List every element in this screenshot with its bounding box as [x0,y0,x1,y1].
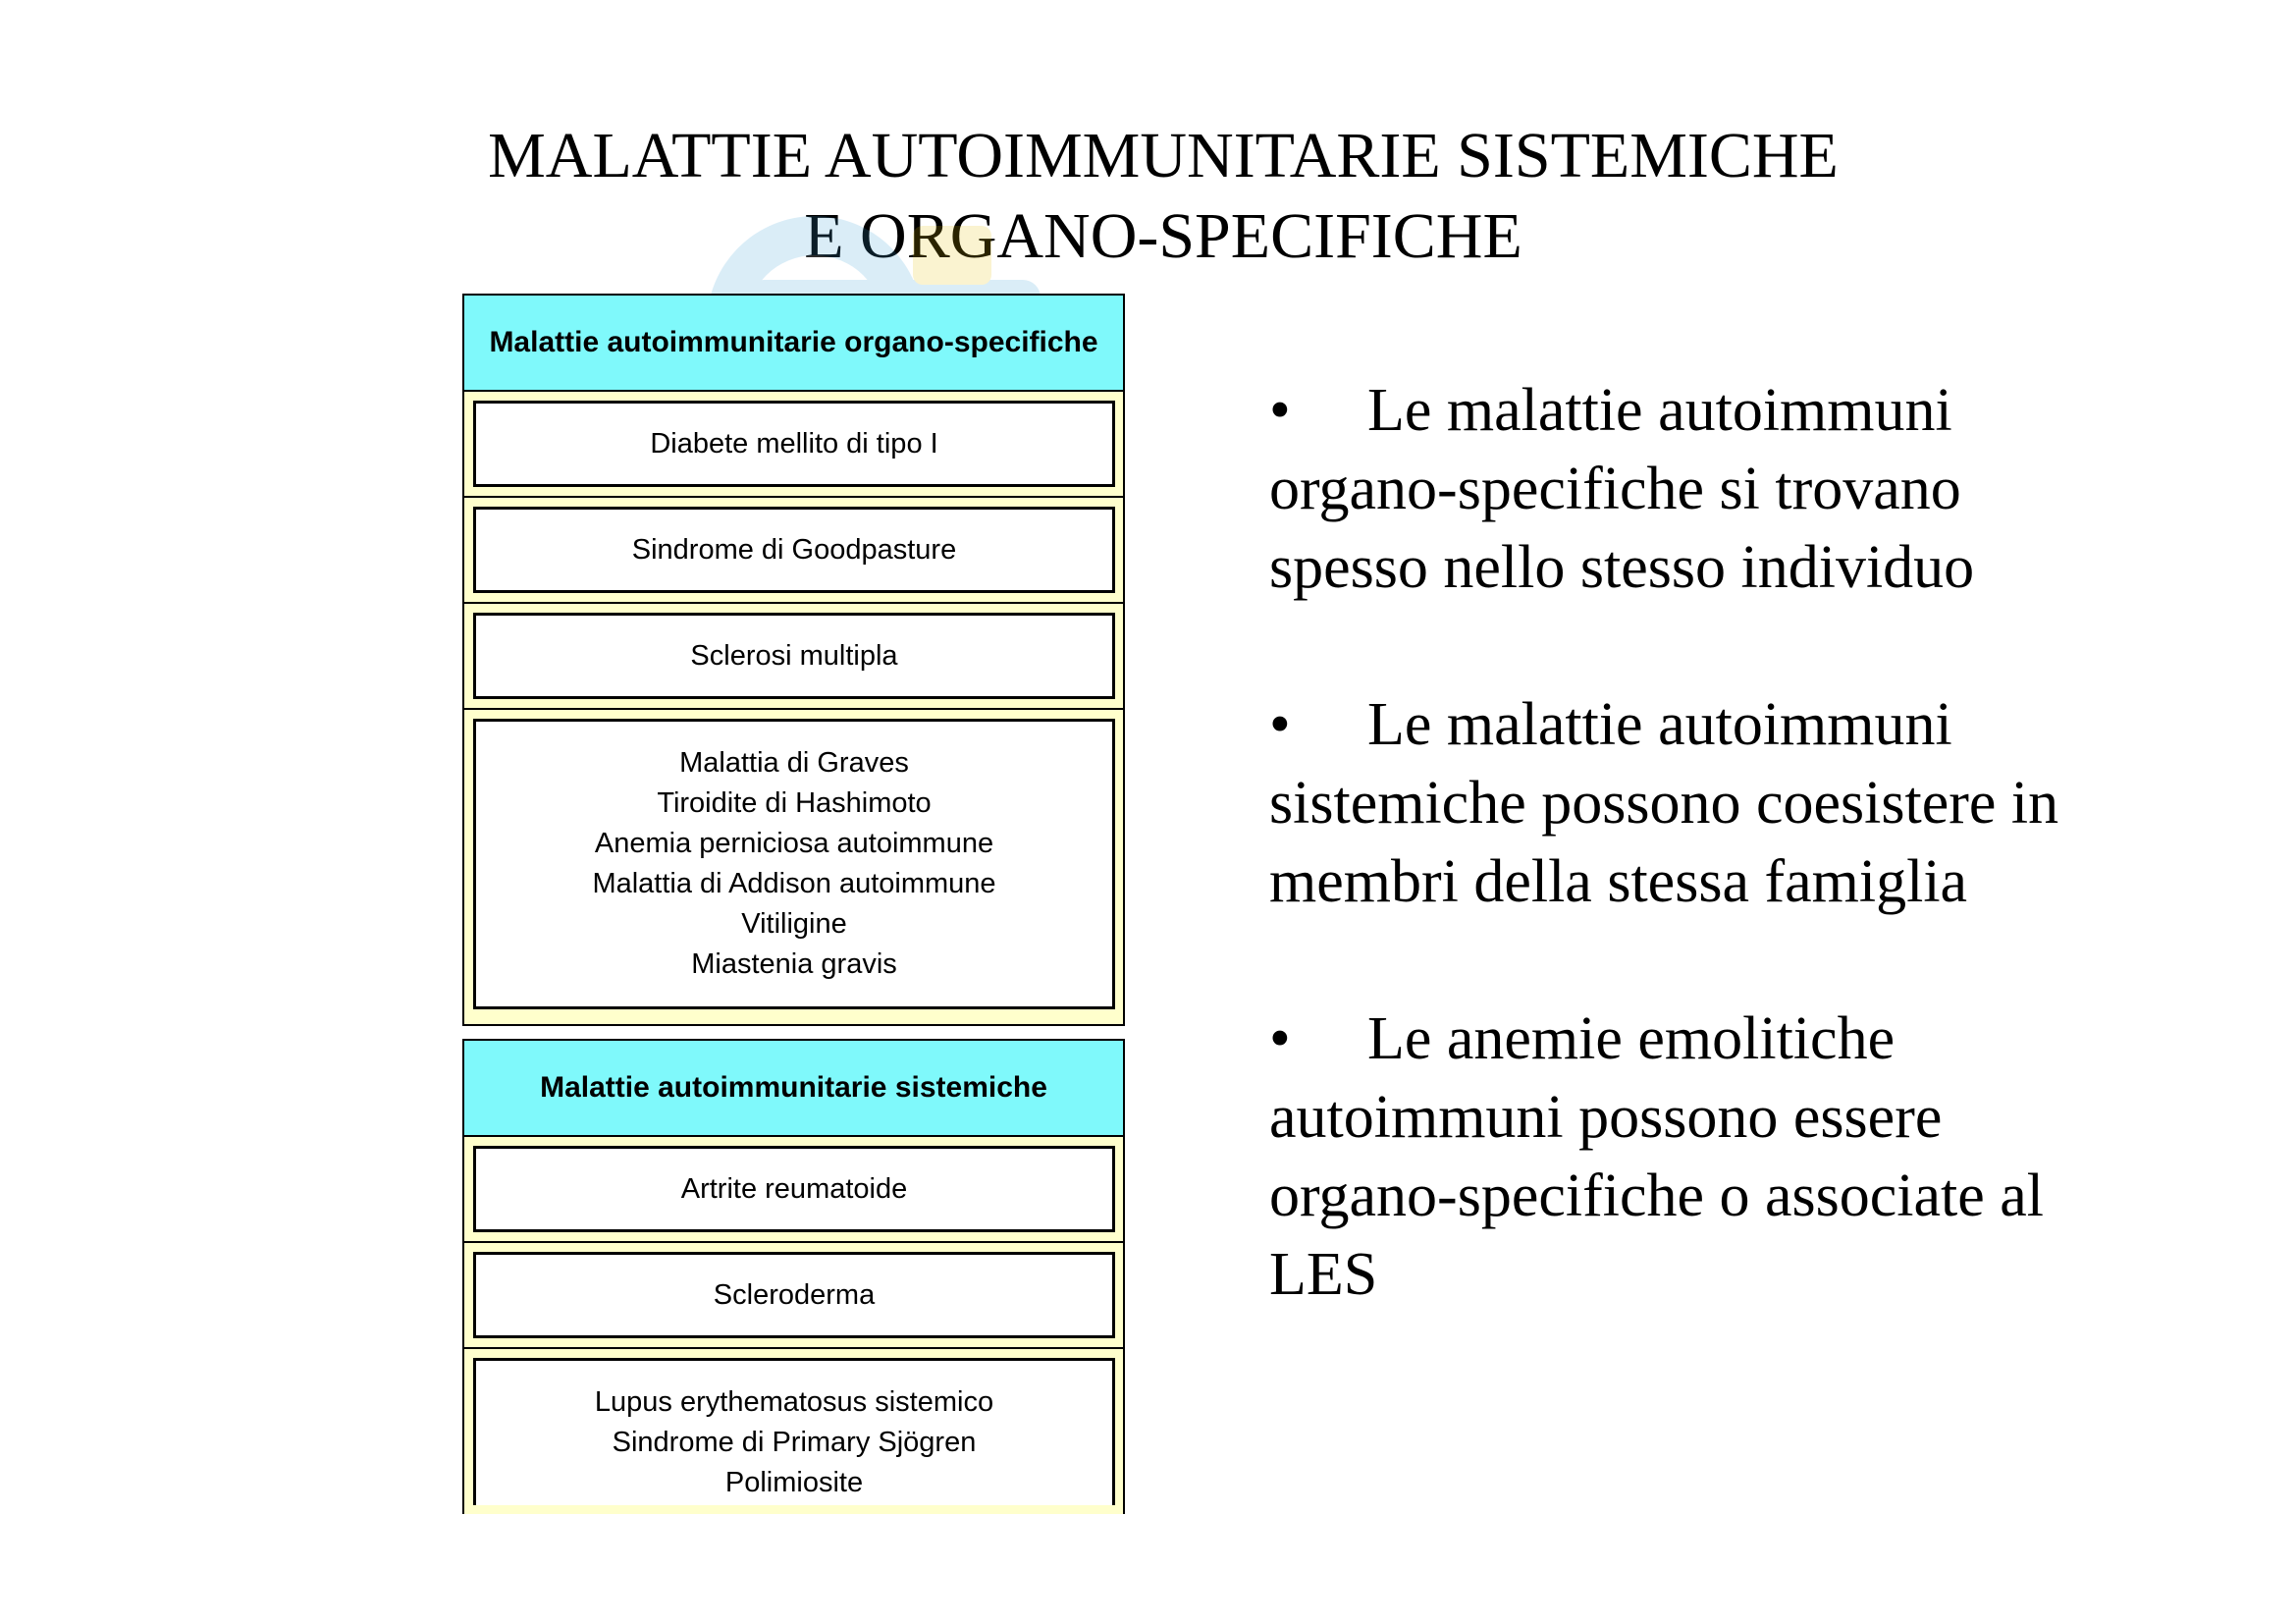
disease-item: Lupus erythematosus sistemico [594,1386,994,1418]
table-row [464,1137,1123,1243]
bullet-dot-icon: • [1269,377,1291,444]
disease-item: Anemia perniciosa autoimmune [594,828,994,859]
slide-title [0,116,2296,277]
table-row [464,1243,1123,1349]
table-cell [473,719,1115,1009]
disease-item: Malattia di Addison autoimmune [592,868,996,899]
table-cell: Sindrome di Goodpasture [473,507,1115,593]
table-cell: Artrite reumatoide [473,1146,1115,1232]
table-row [464,604,1123,710]
table-row [464,1349,1123,1505]
disease-item: Polimiosite [724,1467,864,1498]
disease-item: Tiroidite di Hashimoto [657,787,932,819]
bullet-text: Le anemie emolitiche autoimmuni possono essere organo-specifiche o associate al LES [1269,1005,2045,1308]
systemic-header: Malattie autoimmunitarie sistemiche [464,1041,1123,1137]
systemic-table [462,1039,1125,1514]
organ-specific-table [462,294,1125,1026]
disease-item: Miastenia gravis [691,948,897,980]
organ-specific-header: Malattie autoimmunitarie organo-specifiche [464,296,1123,392]
table-row [464,498,1123,604]
table-cell: Diabete mellito di tipo I [473,401,1115,487]
disease-item: Malattia di Graves [679,747,909,779]
title-line-2: E ORGANO-SPECIFICHE [804,200,1522,272]
bullet-item [1269,1000,2074,1314]
bullet-text: Le malattie autoimmuni sistemiche possono coesistere in membri della stessa famiglia [1269,691,2059,915]
bullet-list [1269,371,2074,1392]
table-cell: Scleroderma [473,1252,1115,1338]
bullet-item [1269,371,2074,607]
bullet-text: Le malattie autoimmuni organo-specifiche si trovano spesso nello stesso individuo [1269,377,1975,601]
bullet-item [1269,685,2074,921]
bullet-dot-icon: • [1269,691,1291,758]
disease-item: Sindrome di Primary Sjögren [612,1427,977,1458]
disease-item: Vitiligine [741,908,847,940]
table-row [464,710,1123,1018]
table-cell [473,1358,1115,1505]
bullet-dot-icon: • [1269,1005,1291,1072]
table-row [464,392,1123,498]
title-line-1: MALATTIE AUTOIMMUNITARIE SISTEMICHE [488,120,1839,191]
table-cell: Sclerosi multipla [473,613,1115,699]
